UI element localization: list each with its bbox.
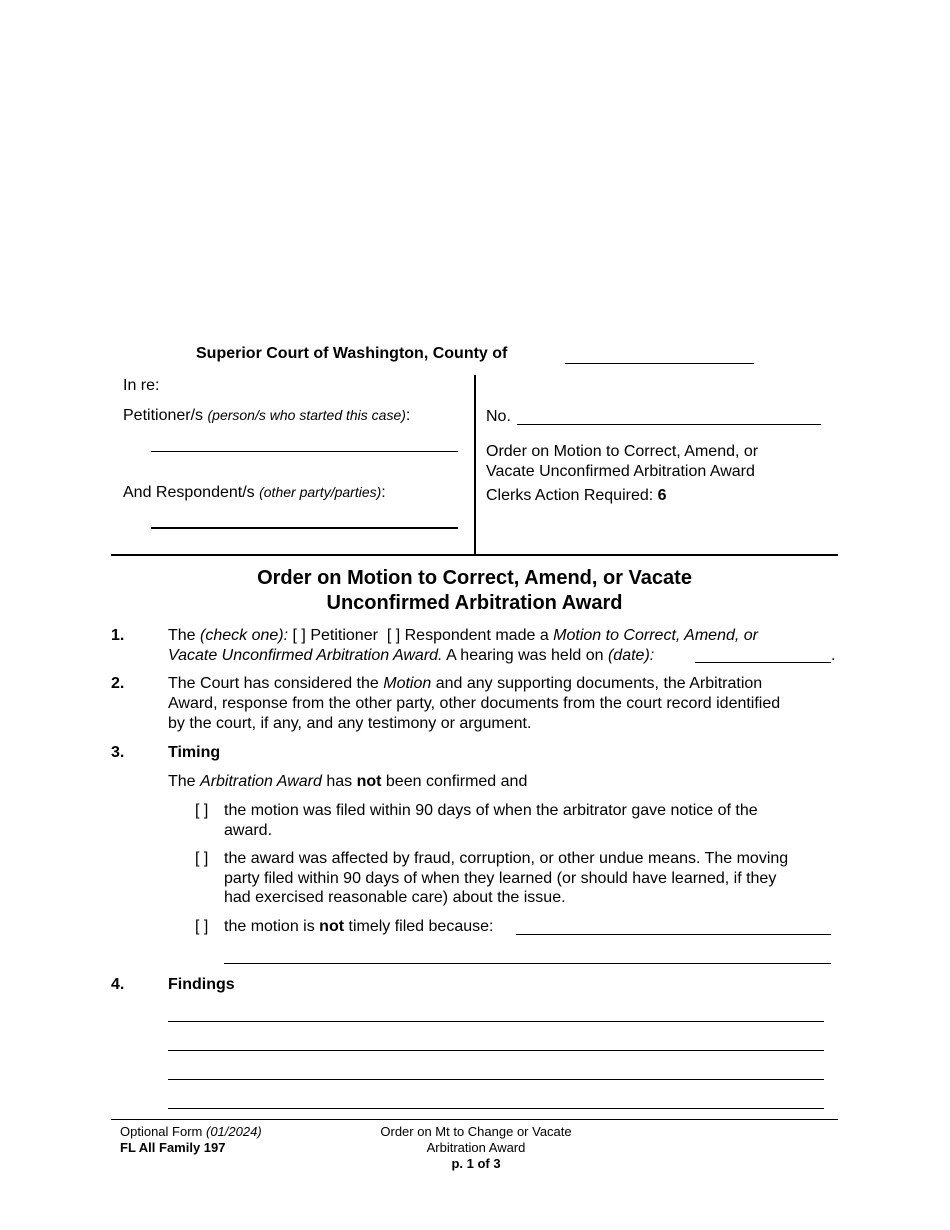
findings-blank-3[interactable]: [168, 1079, 824, 1080]
item-3-intro-rest: been confirmed and: [385, 773, 528, 790]
petitioner-name-blank[interactable]: [151, 451, 458, 452]
case-number-label: No.: [486, 408, 511, 425]
footer-optional-form: [120, 1124, 262, 1140]
page-title-line2: Unconfirmed Arbitration Award: [326, 592, 623, 614]
item-2-line1: [168, 674, 762, 694]
page-title-line1: Order on Motion to Correct, Amend, or Vacate: [257, 567, 692, 589]
petitioner-checkbox[interactable]: [ ]: [292, 627, 306, 644]
caption-divider: [474, 375, 476, 555]
item-1-check-one: (check one):: [200, 627, 289, 644]
untimely-reason-blank-2[interactable]: [224, 963, 831, 964]
clerks-action-value: 6: [657, 487, 667, 504]
untimely-reason-blank-1[interactable]: [516, 934, 831, 935]
timing-option-1-line1: the motion was filed within 90 days of when the arbitrator gave notice of the: [224, 802, 758, 819]
footer-left: [120, 1124, 262, 1156]
doc-title-line2: Vacate Unconfirmed Arbitration Award: [486, 463, 755, 480]
court-heading: [196, 344, 507, 364]
petitioner-label-text: Petitioner/s: [123, 407, 204, 424]
item-3-heading: Timing: [168, 744, 221, 761]
findings-blank-2[interactable]: [168, 1050, 824, 1051]
petitioner-colon: :: [405, 407, 411, 424]
doc-title-line1: Order on Motion to Correct, Amend, or: [486, 443, 759, 460]
item-1-hearing: A hearing was held on: [446, 647, 604, 664]
item-1-line1: [168, 626, 848, 646]
clerks-action-label: Clerks Action Required:: [486, 487, 654, 504]
item-3-number: 3.: [111, 744, 125, 761]
item-1-petitioner: Petitioner: [310, 627, 378, 644]
respondent-note: (other party/parties): [259, 484, 382, 500]
item-2-pre: The Court has considered the: [168, 675, 379, 692]
footer-optional-form-label: Optional Form: [120, 1124, 203, 1139]
clerks-action: [486, 486, 667, 506]
footer-center-line2: Arbitration Award: [426, 1140, 526, 1155]
respondent-colon: :: [381, 484, 386, 501]
item-1-respondent-made: Respondent made a: [404, 627, 549, 644]
timing-option-3-text: [224, 917, 493, 937]
case-number-blank[interactable]: [517, 424, 821, 425]
timing-option-2-line1: the award was affected by fraud, corruption, or other undue means. The moving: [224, 850, 789, 867]
timing-option-2-line3: had exercised reasonable care) about the issue.: [224, 889, 566, 906]
in-re-label: In re:: [123, 377, 160, 394]
timing-option-2-line2: party filed within 90 days of when they learned (or should have learned, if they: [224, 870, 777, 887]
respondent-label-text: And Respondent/s: [123, 484, 255, 501]
item-1-motion-title-b: Vacate Unconfirmed Arbitration Award.: [168, 647, 443, 664]
findings-blank-4[interactable]: [168, 1108, 824, 1109]
footer-center-line1: Order on Mt to Change or Vacate: [380, 1124, 572, 1139]
footer-rule: [111, 1119, 838, 1120]
timing-option-3-not: not: [319, 918, 345, 935]
item-2-line3: by the court, if any, and any testimony or argument.: [168, 715, 532, 732]
item-1-period: .: [831, 647, 836, 664]
timing-option-3-checkbox[interactable]: [ ]: [195, 918, 209, 935]
respondent-label: [123, 482, 386, 503]
item-3-intro-the: The: [168, 773, 196, 790]
findings-blank-1[interactable]: [168, 1021, 824, 1022]
item-2-number: 2.: [111, 675, 125, 692]
court-prefix: Superior Court of Washington, County of: [196, 345, 508, 362]
item-2-line2: Award, response from the other party, other documents from the court record identified: [168, 695, 781, 712]
petitioner-label: [123, 405, 410, 426]
item-3-intro-has: has: [326, 773, 353, 790]
item-1-number: 1.: [111, 627, 125, 644]
timing-option-1-checkbox[interactable]: [ ]: [195, 802, 209, 819]
footer-page-number: p. 1 of 3: [451, 1156, 501, 1171]
footer-form-date: (01/2024): [206, 1124, 262, 1139]
respondent-name-blank[interactable]: [151, 527, 458, 529]
item-3-intro-award: Arbitration Award: [200, 773, 322, 790]
item-2-motion: Motion: [383, 675, 432, 692]
item-1-date-label: (date):: [607, 647, 655, 664]
item-1-motion-title-a: Motion to Correct, Amend, or: [553, 627, 758, 644]
timing-option-3-post: timely filed because:: [348, 918, 494, 935]
item-1-line2: [168, 646, 654, 666]
item-3-intro: [168, 772, 527, 792]
page-title: [111, 566, 838, 616]
item-4-heading: Findings: [168, 976, 235, 993]
timing-option-2-checkbox[interactable]: [ ]: [195, 850, 209, 867]
footer-center: [356, 1124, 596, 1172]
petitioner-note: (person/s who started this case): [207, 407, 406, 423]
footer-form-id: FL All Family 197: [120, 1140, 226, 1155]
item-4-number: 4.: [111, 976, 125, 993]
item-3-intro-not: not: [356, 773, 382, 790]
timing-option-1-line2: award.: [224, 822, 273, 839]
hearing-date-blank[interactable]: [695, 662, 831, 663]
respondent-checkbox[interactable]: [ ]: [386, 627, 401, 644]
item-2-post: and any supporting documents, the Arbitration: [435, 675, 763, 692]
county-blank[interactable]: [565, 363, 754, 364]
item-1-the: The: [168, 627, 196, 644]
timing-option-3-pre: the motion is: [224, 918, 315, 935]
caption-bottom-rule: [111, 554, 838, 556]
